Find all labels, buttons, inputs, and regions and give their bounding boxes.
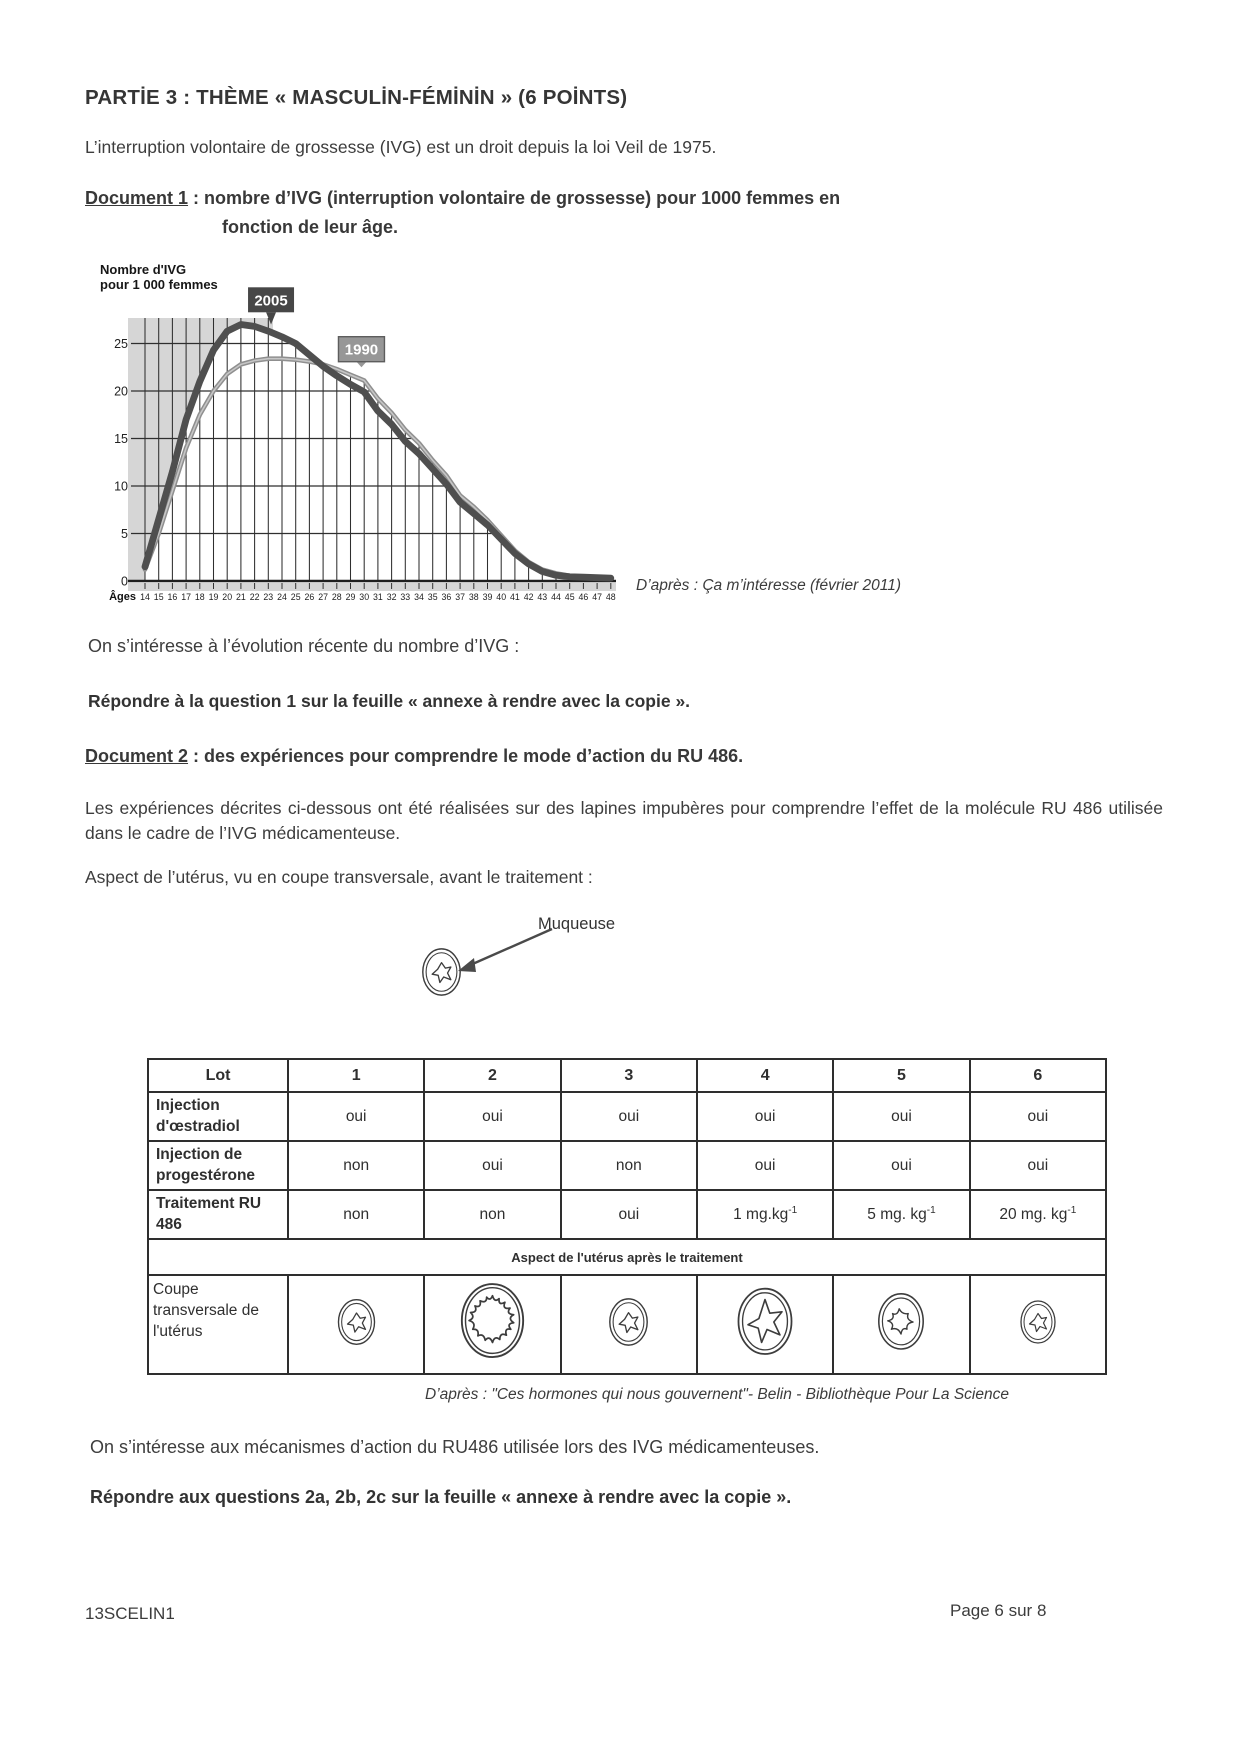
svg-text:46: 46 bbox=[578, 592, 589, 602]
cell bbox=[424, 1190, 560, 1239]
cell-text: oui bbox=[754, 1156, 776, 1174]
cell-text: non bbox=[615, 1156, 642, 1174]
document1-title-rest: : nombre d’IVG (interruption volontaire de grossesse) pour 1000 femmes en bbox=[188, 188, 841, 208]
cell-text: 5 mg. kg bbox=[867, 1206, 927, 1224]
document2-title-rest: : des expériences pour comprendre le mode d’action du RU 486. bbox=[188, 746, 744, 766]
svg-text:27: 27 bbox=[318, 592, 328, 602]
cell-text: 20 mg. kg bbox=[999, 1206, 1068, 1224]
svg-text:47: 47 bbox=[592, 592, 602, 602]
cell-sup: -1 bbox=[788, 1204, 798, 1216]
cell bbox=[561, 1190, 697, 1239]
uterus-cell-lot6 bbox=[970, 1275, 1106, 1374]
cell bbox=[970, 1141, 1106, 1190]
aspect-before-text: Aspect de l’utérus, vu en coupe transversale, avant le traitement : bbox=[85, 867, 593, 887]
svg-text:41: 41 bbox=[510, 592, 520, 602]
svg-text:34: 34 bbox=[414, 592, 424, 602]
cell-text: oui bbox=[891, 1156, 912, 1174]
svg-text:38: 38 bbox=[468, 592, 479, 602]
svg-text:28: 28 bbox=[331, 592, 342, 602]
row-label-oestradiol: Injection d'œstradiol bbox=[148, 1092, 288, 1141]
svg-text:29: 29 bbox=[345, 592, 356, 602]
svg-text:24: 24 bbox=[277, 592, 287, 602]
header-lot-4: 4 bbox=[697, 1059, 833, 1092]
cell bbox=[970, 1190, 1106, 1239]
uterus-before-drawing bbox=[400, 915, 660, 1015]
uterus-drawing bbox=[1013, 1292, 1063, 1352]
svg-text:37: 37 bbox=[455, 592, 465, 602]
uterus-cell-lot2 bbox=[424, 1275, 560, 1374]
cell bbox=[424, 1092, 560, 1141]
cell bbox=[833, 1141, 969, 1190]
document2-heading bbox=[85, 746, 743, 767]
cell bbox=[833, 1190, 969, 1239]
svg-text:14: 14 bbox=[140, 592, 150, 602]
cell bbox=[424, 1141, 560, 1190]
header-lot: Lot bbox=[148, 1059, 288, 1092]
svg-text:20: 20 bbox=[114, 384, 128, 399]
svg-text:0: 0 bbox=[121, 574, 128, 589]
row-drawings bbox=[148, 1275, 1106, 1374]
cell-text: oui bbox=[482, 1107, 503, 1125]
svg-text:20: 20 bbox=[222, 592, 233, 602]
uterus-drawing bbox=[871, 1286, 931, 1358]
cell-text: oui bbox=[618, 1206, 640, 1224]
cell-text: oui bbox=[891, 1107, 912, 1125]
uterus-drawing bbox=[731, 1281, 799, 1363]
cell bbox=[833, 1092, 969, 1141]
svg-text:48: 48 bbox=[605, 592, 616, 602]
svg-text:36: 36 bbox=[441, 592, 452, 602]
muqueuse-arrow bbox=[468, 929, 552, 966]
svg-text:pour 1 000 femmes: pour 1 000 femmes bbox=[100, 277, 218, 292]
cell-text: oui bbox=[618, 1107, 640, 1125]
svg-text:42: 42 bbox=[523, 592, 534, 602]
intro-text: L’interruption volontaire de grossesse (IVG) est un droit depuis la loi Veil de 1975. bbox=[85, 137, 717, 157]
svg-text:44: 44 bbox=[551, 592, 561, 602]
uterus-drawing bbox=[330, 1290, 383, 1354]
svg-text:31: 31 bbox=[373, 592, 383, 602]
svg-text:5: 5 bbox=[121, 527, 128, 541]
cell bbox=[697, 1141, 833, 1190]
footer-page-number: Page 6 sur 8 bbox=[950, 1601, 1047, 1620]
document1-heading bbox=[85, 184, 840, 242]
table-header-row bbox=[148, 1059, 1106, 1092]
cell-text: oui bbox=[1027, 1107, 1049, 1125]
row-label-coupe: Coupe transversale de l'utérus bbox=[148, 1275, 288, 1374]
uterus-cell-lot1 bbox=[288, 1275, 424, 1374]
svg-text:18: 18 bbox=[194, 592, 205, 602]
cell bbox=[970, 1092, 1106, 1141]
document2-label: Document 2 bbox=[85, 746, 189, 766]
cell-text: oui bbox=[482, 1156, 503, 1174]
svg-text:Nombre d'IVG: Nombre d'IVG bbox=[100, 262, 187, 277]
cell bbox=[561, 1092, 697, 1141]
uterus-before-figure bbox=[400, 915, 680, 1020]
svg-text:15: 15 bbox=[153, 592, 164, 602]
document1-heading-line1 bbox=[85, 184, 840, 213]
header-lot-5: 5 bbox=[833, 1059, 969, 1092]
uterus-cell-lot4 bbox=[697, 1275, 833, 1374]
svg-text:43: 43 bbox=[537, 592, 548, 602]
cell-sup: -1 bbox=[1067, 1204, 1077, 1216]
row-oestradiol bbox=[148, 1092, 1106, 1141]
header-lot-2: 2 bbox=[424, 1059, 560, 1092]
svg-text:10: 10 bbox=[114, 479, 128, 494]
experiment-table bbox=[147, 1058, 1107, 1375]
svg-text:Âges: Âges bbox=[109, 591, 136, 603]
document1-heading-line2: fonction de leur âge. bbox=[222, 216, 399, 237]
svg-text:17: 17 bbox=[181, 592, 191, 602]
row-progesterone bbox=[148, 1141, 1106, 1190]
uterus-drawing bbox=[601, 1289, 656, 1355]
experiment-table-wrap bbox=[147, 1058, 1107, 1375]
svg-text:19: 19 bbox=[208, 592, 219, 602]
cell bbox=[288, 1092, 424, 1141]
experiment-paragraph: Les expériences décrites ci-dessous ont été réalisées sur des lapines impubères pour comprendre l’effet de la molécule RU 486 utilisée dans le cadre de l’IVG médicamenteuse. bbox=[85, 798, 1163, 843]
header-lot-3: 3 bbox=[561, 1059, 697, 1092]
cell-text: oui bbox=[1027, 1156, 1049, 1174]
svg-text:32: 32 bbox=[386, 592, 397, 602]
table-source: D’après : "Ces hormones qui nous gouvernent"- Belin - Bibliothèque Pour La Science bbox=[425, 1386, 1009, 1403]
cell-text: oui bbox=[754, 1107, 776, 1125]
cell-sup: -1 bbox=[926, 1204, 936, 1216]
svg-text:2005: 2005 bbox=[254, 292, 288, 310]
directive-questions2: Répondre aux questions 2a, 2b, 2c sur la feuille « annexe à rendre avec la copie ». bbox=[90, 1487, 792, 1507]
svg-text:22: 22 bbox=[249, 592, 260, 602]
note-ivg-evolution: On s’intéresse à l’évolution récente du nombre d’IVG : bbox=[88, 636, 520, 656]
svg-text:33: 33 bbox=[400, 592, 411, 602]
cell bbox=[697, 1190, 833, 1239]
directive-question1: Répondre à la question 1 sur la feuille « annexe à rendre avec la copie ». bbox=[88, 691, 691, 711]
svg-text:25: 25 bbox=[290, 592, 301, 602]
muqueuse-arrowhead bbox=[458, 958, 476, 972]
uterus-drawing bbox=[456, 1278, 529, 1366]
cell-text: oui bbox=[345, 1107, 367, 1125]
svg-text:16: 16 bbox=[167, 592, 178, 602]
header-lot-6: 6 bbox=[970, 1059, 1106, 1092]
cell bbox=[288, 1190, 424, 1239]
muqueuse-label: Muqueuse bbox=[538, 915, 616, 933]
cell-text: 1 mg.kg bbox=[733, 1206, 789, 1224]
uterus-cell-lot5 bbox=[833, 1275, 969, 1374]
ivg-age-chart bbox=[98, 258, 638, 608]
svg-text:23: 23 bbox=[263, 592, 274, 602]
svg-text:39: 39 bbox=[482, 592, 493, 602]
header-lot-1: 1 bbox=[288, 1059, 424, 1092]
cell bbox=[561, 1141, 697, 1190]
svg-text:25: 25 bbox=[114, 337, 128, 351]
aspect-after-cell: Aspect de l'utérus après le traitement bbox=[148, 1239, 1106, 1275]
row-label-ru486: Traitement RU 486 bbox=[148, 1190, 288, 1239]
uterus-cell-lot3 bbox=[561, 1275, 697, 1374]
cell bbox=[697, 1092, 833, 1141]
cell-text: non bbox=[343, 1206, 370, 1224]
row-label-progesterone: Injection de progestérone bbox=[148, 1141, 288, 1190]
cell-text: non bbox=[479, 1206, 506, 1224]
svg-text:45: 45 bbox=[564, 592, 575, 602]
svg-text:26: 26 bbox=[304, 592, 315, 602]
note-ru486: On s’intéresse aux mécanismes d’action du RU486 utilisée lors des IVG médicamenteuses. bbox=[90, 1437, 820, 1457]
cell bbox=[288, 1141, 424, 1190]
svg-text:21: 21 bbox=[236, 592, 246, 602]
chart-source: D’après : Ça m’intéresse (février 2011) bbox=[636, 577, 902, 594]
svg-text:35: 35 bbox=[427, 592, 438, 602]
svg-text:15: 15 bbox=[114, 432, 128, 446]
page-title: PARTİE 3 : THÈME « MASCULİN-FÉMİNİN » (6 POİNTS) bbox=[85, 86, 628, 109]
document1-label: Document 1 bbox=[85, 188, 189, 208]
svg-text:30: 30 bbox=[359, 592, 370, 602]
row-ru486 bbox=[148, 1190, 1106, 1239]
svg-text:40: 40 bbox=[496, 592, 507, 602]
cell-text: non bbox=[343, 1156, 370, 1174]
footer-reference: 13SCELIN1 bbox=[85, 1604, 175, 1623]
svg-text:1990: 1990 bbox=[344, 341, 379, 359]
row-aspect-after bbox=[148, 1239, 1106, 1275]
